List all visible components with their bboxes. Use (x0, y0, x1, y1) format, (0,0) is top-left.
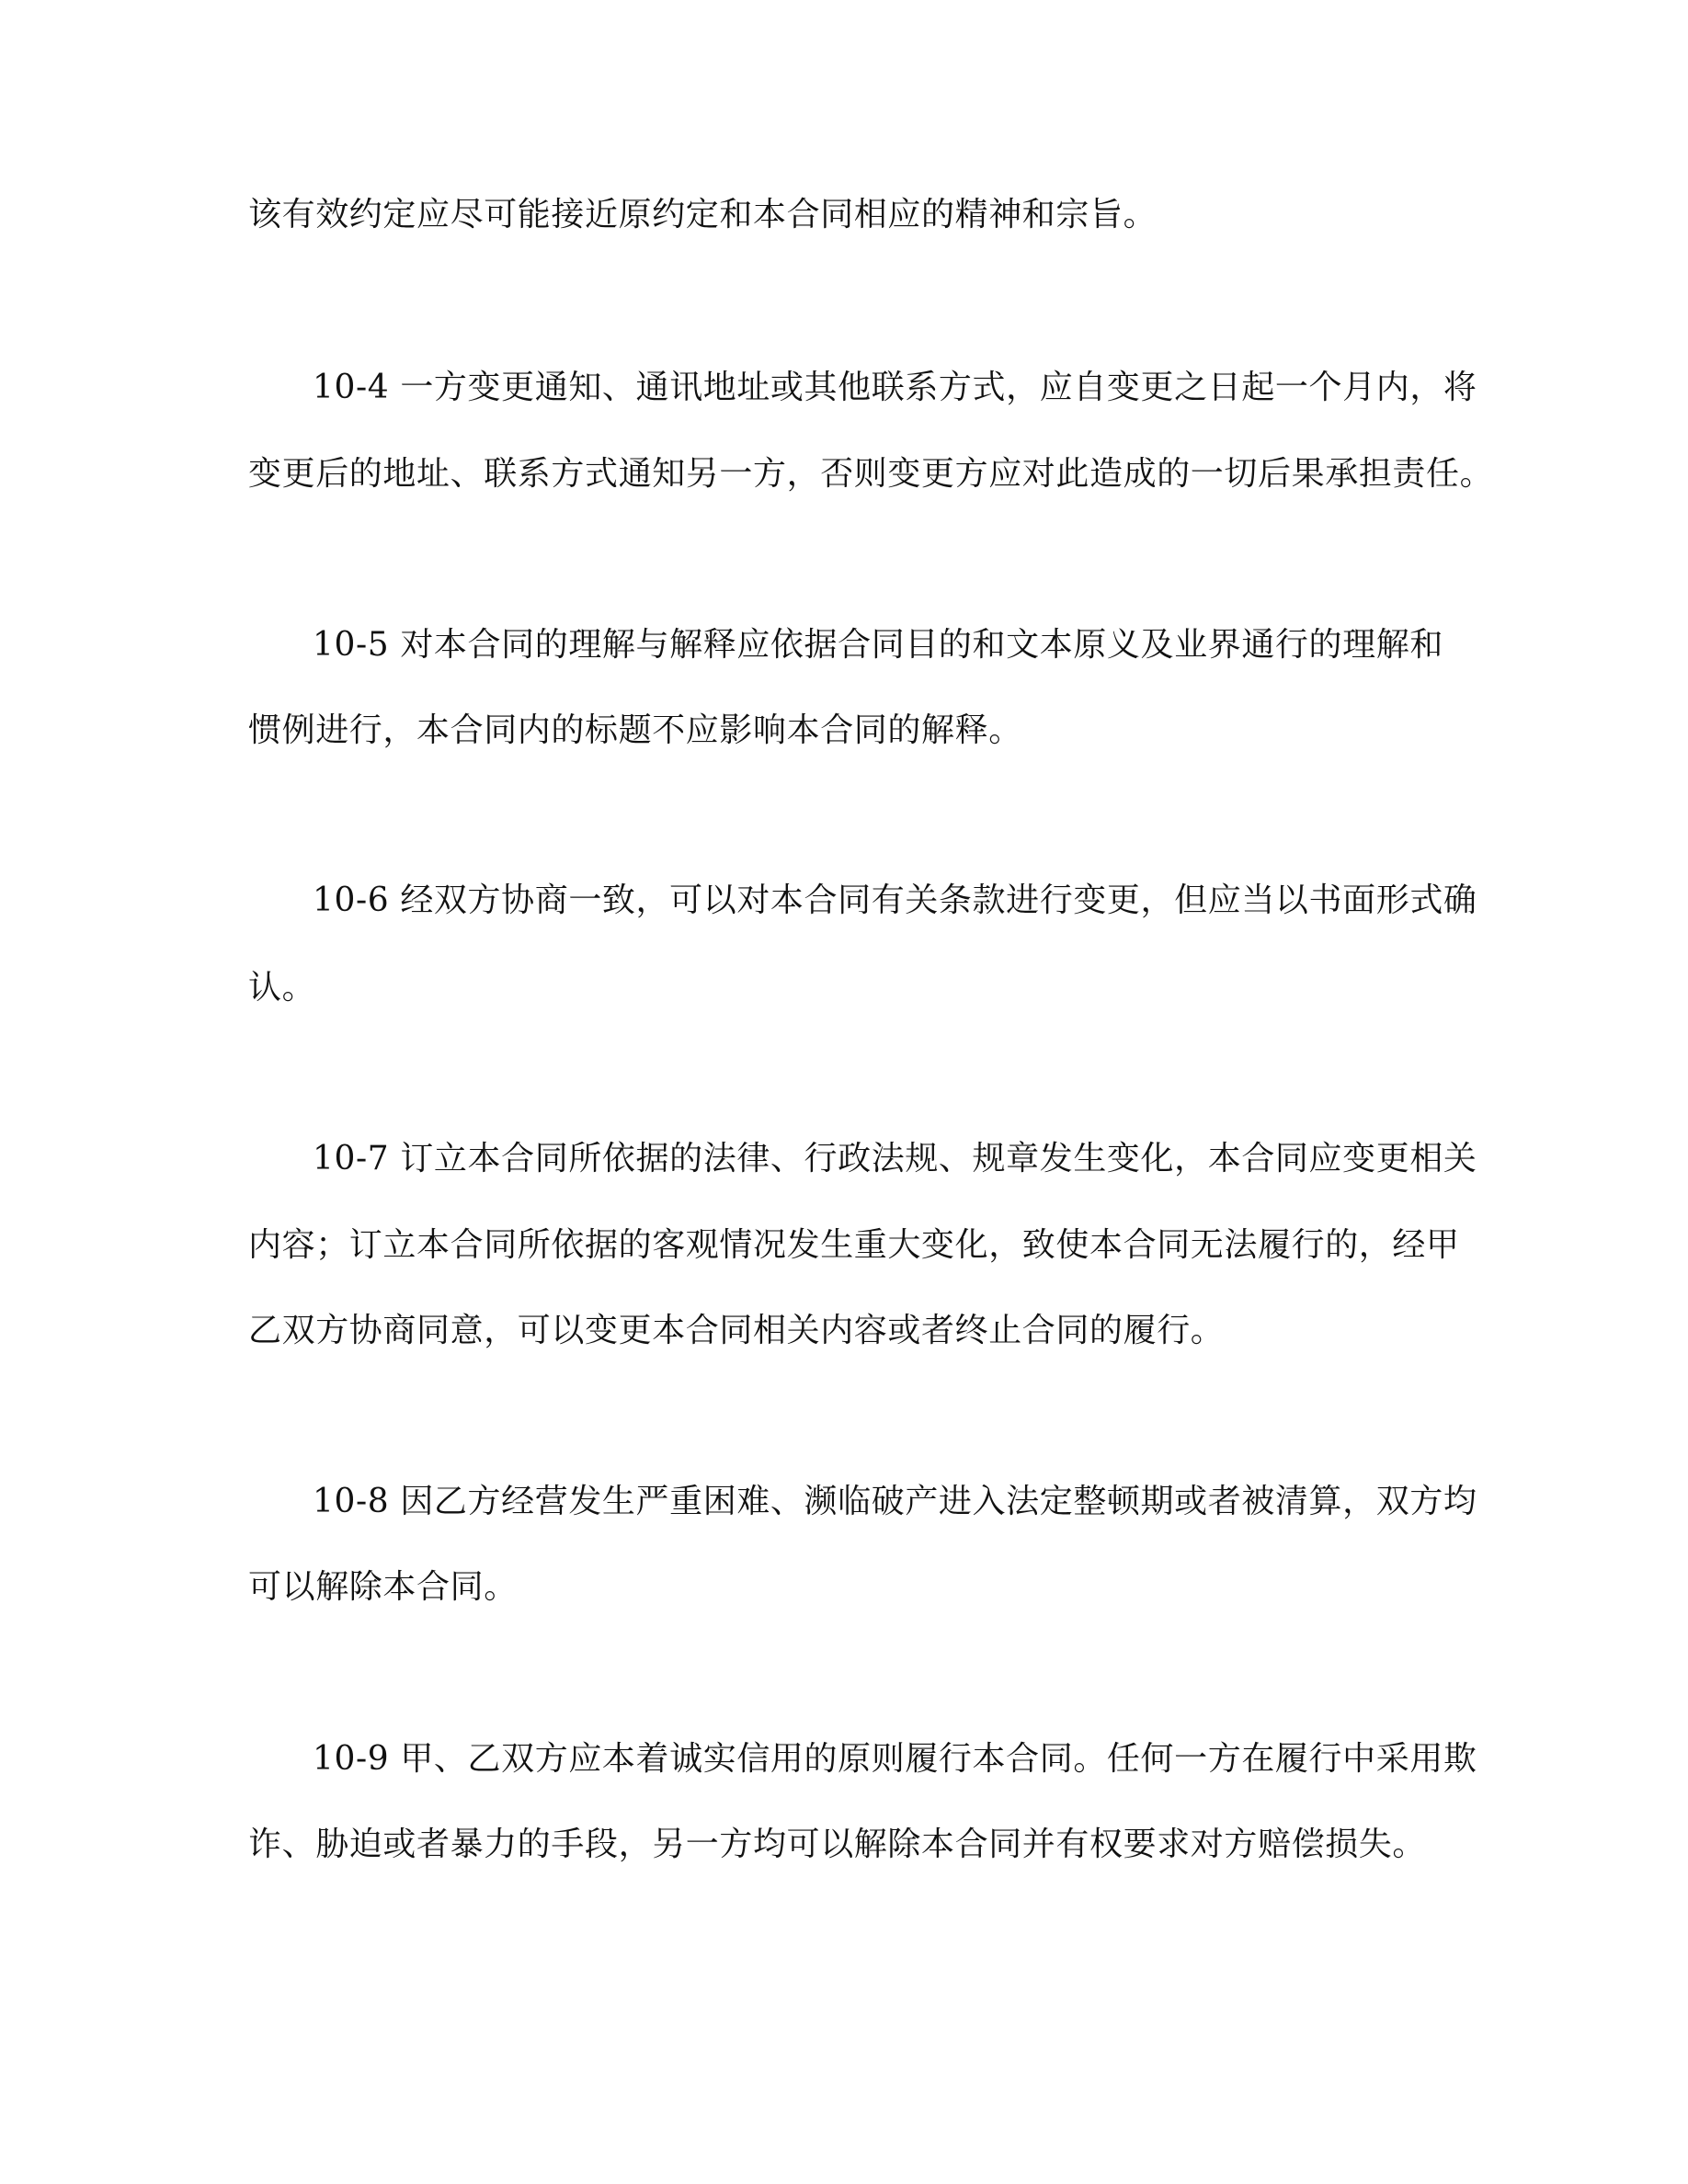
clause-10-8-line-1: 10-8 因乙方经营发生严重困难、濒临破产进入法定整顿期或者被清算，双方均 (313, 1483, 1477, 1520)
clause-10-8-line-2: 可以解除本合同。 (248, 1568, 518, 1606)
clause-10-4-line-2: 变更后的地址、联系方式通知另一方，否则变更方应对此造成的一切后果承担责任。 (248, 455, 1494, 493)
clause-10-6-line-2: 认。 (248, 969, 316, 1007)
clause-10-7-line-3: 乙双方协商同意，可以变更本合同相关内容或者终止合同的履行。 (248, 1312, 1225, 1349)
clause-10-9-line-1: 10-9 甲、乙双方应本着诚实信用的原则履行本合同。任何一方在履行中采用欺 (313, 1740, 1477, 1778)
clause-10-5-line-2: 惯例进行，本合同内的标题不应影响本合同的解释。 (248, 711, 1022, 749)
clause-10-9-line-2: 诈、胁迫或者暴力的手段，另一方均可以解除本合同并有权要求对方赔偿损失。 (248, 1826, 1427, 1863)
paragraph-continuation-line-1: 该有效约定应尽可能接近原约定和本合同相应的精神和宗旨。 (248, 196, 1158, 233)
clause-10-6-line-1: 10-6 经双方协商一致，可以对本合同有关条款进行变更，但应当以书面形式确 (313, 882, 1477, 919)
clause-10-4-line-1: 10-4 一方变更通知、通讯地址或其他联系方式，应自变更之日起一个月内，将 (313, 369, 1477, 406)
clause-10-7-line-2: 内容；订立本合同所依据的客观情况发生重大变化，致使本合同无法履行的，经甲 (248, 1226, 1460, 1264)
clause-10-5-line-1: 10-5 对本合同的理解与解释应依据合同目的和文本原义及业界通行的理解和 (313, 626, 1443, 664)
clause-10-7-line-1: 10-7 订立本合同所依据的法律、行政法规、规章发生变化，本合同应变更相关 (313, 1140, 1477, 1177)
